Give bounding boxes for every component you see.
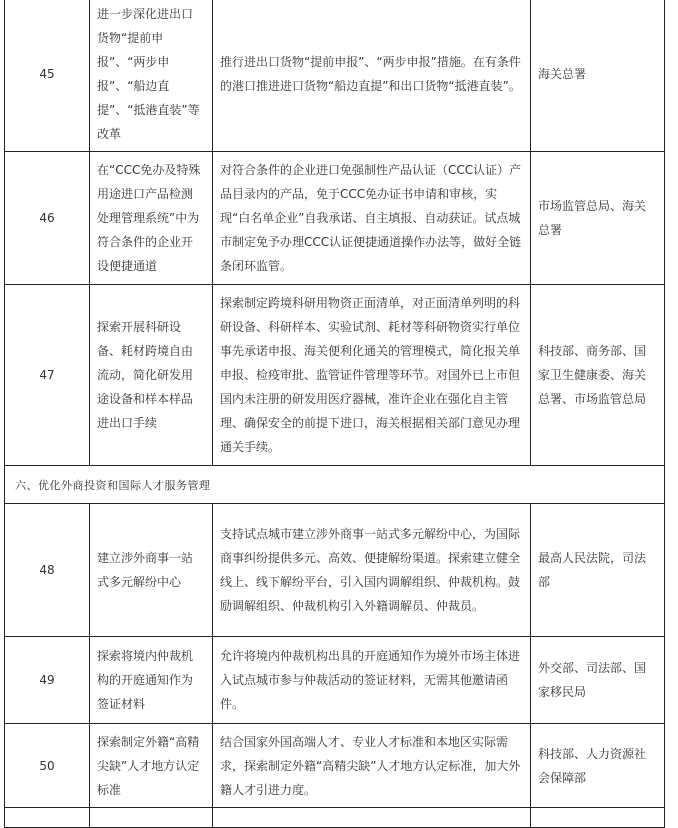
department-text: 市场监管总局、海关总署 — [538, 199, 647, 237]
content-cell — [213, 285, 531, 466]
row-number-text: 50 — [39, 758, 55, 773]
table-row-partial — [5, 808, 665, 828]
item-text: 探索将境内仲裁机构的开庭通知作为签证材料 — [97, 649, 194, 711]
empty-cell — [5, 808, 90, 828]
content-cell — [213, 152, 531, 285]
row-number-text: 46 — [39, 211, 55, 225]
content-text: 结合国家外国高端人才、专业人才标准和本地区实际需求，探索制定外籍“高精尖缺”人才地方认定标准，加大外籍人才引进力度。 — [220, 734, 521, 797]
content-text: 推行进出口货物“提前申报”、“两步申报”措施。在有条件的港口推进进口货物“船边直提”和出口货物“抵港直装”。 — [220, 55, 521, 93]
item-cell — [90, 152, 213, 285]
table-row — [5, 637, 665, 724]
row-number-text: 48 — [39, 563, 55, 577]
section-heading — [5, 466, 665, 504]
table-row — [5, 504, 665, 637]
item-cell — [90, 285, 213, 466]
department-text: 科技部、人力资源社会保障部 — [538, 746, 647, 785]
row-number — [5, 0, 90, 152]
row-number-text: 47 — [39, 368, 55, 382]
table-row — [5, 724, 665, 808]
department-cell — [531, 285, 665, 466]
department-cell — [531, 724, 665, 808]
empty-cell — [213, 808, 531, 828]
department-text: 最高人民法院，司法部 — [538, 551, 647, 589]
item-text: 进一步深化进出口货物“提前申报”、“两步申报”、“船边直提”、“抵港直装”等改革 — [97, 7, 200, 141]
item-cell — [90, 504, 213, 637]
item-text: 在“CCC免办及特殊用途进口产品检测处理管理系统”中为符合条件的企业开设便捷通道 — [97, 163, 201, 273]
table-row — [5, 0, 665, 152]
empty-cell — [90, 808, 213, 828]
content-text: 探索制定跨境科研用物资正面清单，对正面清单列明的科研设备、科研样本、实验试剂、耗材等科研物资实行单位事先承诺申报、海关便利化通关的管理模式，简化报关单申报、检疫审批、监管证件管理等环节。对国外已上市但国内未注册的研发用医疗器械，准许企业在强化自主管理、确保安全的前提下进口，海关根据相关部门意见办理通关手续。 — [220, 296, 521, 454]
row-number — [5, 504, 90, 637]
department-text: 外交部、司法部、国家移民局 — [538, 661, 647, 699]
content-text: 支持试点城市建立涉外商事一站式多元解纷中心，为国际商事纠纷提供多元、高效、便捷解纷渠道。探索建立健全线上、线下解纷平台，引入国内调解组织、仲裁机构。鼓励调解组织、仲裁机构引入外籍调解员、仲裁员。 — [220, 527, 521, 613]
content-cell — [213, 724, 531, 808]
department-cell — [531, 637, 665, 724]
item-text: 探索开展科研设备、耗材跨境自由流动，简化研发用途设备和样本样品进出口手续 — [97, 320, 194, 430]
department-cell — [531, 0, 665, 152]
department-text: 科技部、商务部、国家卫生健康委、海关总署、市场监管总局 — [538, 344, 647, 406]
item-text: 建立涉外商事一站式多元解纷中心 — [97, 551, 194, 589]
row-number — [5, 637, 90, 724]
item-cell — [90, 724, 213, 808]
department-text: 海关总署 — [538, 67, 587, 81]
row-number-text: 45 — [39, 67, 55, 81]
item-cell — [90, 637, 213, 724]
content-text: 对符合条件的企业进口免强制性产品认证（CCC认证）产品目录内的产品，免于CCC免办证书申请和审核，实现“白名单企业”自我承诺、自主填报、自动获证。试点城市制定免予办理CCC认证便捷通道操作办法等，做好全链条闭环监管。 — [220, 163, 522, 273]
item-text: 探索制定外籍“高精尖缺”人才地方认定标准 — [97, 734, 200, 797]
section-row — [5, 466, 665, 504]
row-number — [5, 152, 90, 285]
department-cell — [531, 152, 665, 285]
content-text: 允许将境内仲裁机构出具的开庭通知作为境外市场主体进入试点城市参与仲裁活动的签证材料，无需其他邀请函件。 — [220, 649, 521, 711]
table-row — [5, 152, 665, 285]
empty-cell — [531, 808, 665, 828]
table-row — [5, 285, 665, 466]
section-heading-text: 六、优化外商投资和国际人才服务管理 — [15, 478, 211, 492]
row-number-text: 49 — [39, 673, 55, 687]
row-number — [5, 285, 90, 466]
policy-table — [4, 0, 665, 828]
department-cell — [531, 504, 665, 637]
content-cell — [213, 0, 531, 152]
row-number — [5, 724, 90, 808]
content-cell — [213, 504, 531, 637]
item-cell — [90, 0, 213, 152]
content-cell — [213, 637, 531, 724]
